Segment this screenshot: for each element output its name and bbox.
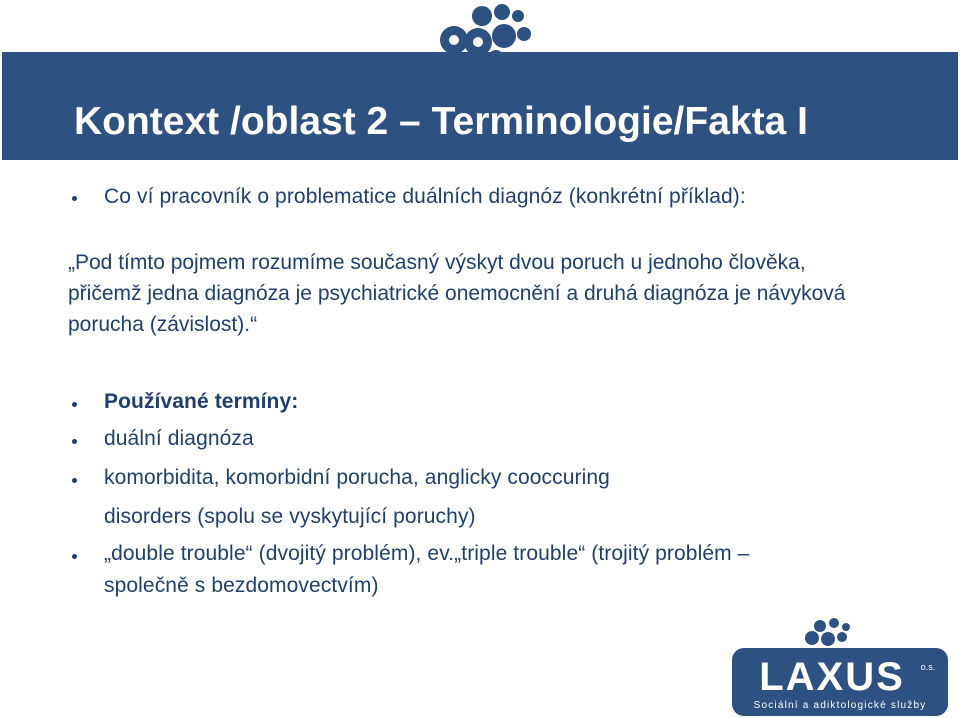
term-dual-diagnosis: duální diagnóza [104,427,254,450]
bullet-marker [72,402,77,407]
bullet-marker [72,478,77,483]
bullet-marker [72,439,77,444]
term-double-trouble-line-1: „double trouble“ (dvojitý problém), ev.„triple trouble“ (trojitý problém – [104,542,750,565]
term-comorbidity-line-1: komorbidita, komorbidní porucha, anglicky cooccuring [104,466,610,489]
term-comorbidity-line-2: disorders (spolu se vyskytující poruchy) [104,505,476,528]
bullet-marker [72,196,77,201]
intro-bullet-text: Co ví pracovník o problematice duálních diagnóz (konkrétní příklad): [104,185,746,208]
terms-heading: Používané termíny: [104,390,299,413]
laxus-logo-suffix: o.s. [920,662,936,672]
laxus-logo-tagline: Sociální a adiktologické služby [753,700,927,711]
laxus-logo [732,612,948,716]
laxus-logo-wordmark: LAXUS [759,655,905,699]
page-title: Kontext /oblast 2 – Terminologie/Fakta I [74,100,808,143]
definition-paragraph: „Pod tímto pojmem rozumíme současný výskyt dvou poruch u jednoho člověka, přičemž jedna diagnóza je psychiatrické onemocnění a druhá diagnóza je návyková porucha (závislost).“ [68,251,846,336]
bullet-marker [72,554,77,559]
term-double-trouble-line-2: společně s bezdomovectvím) [104,574,379,597]
